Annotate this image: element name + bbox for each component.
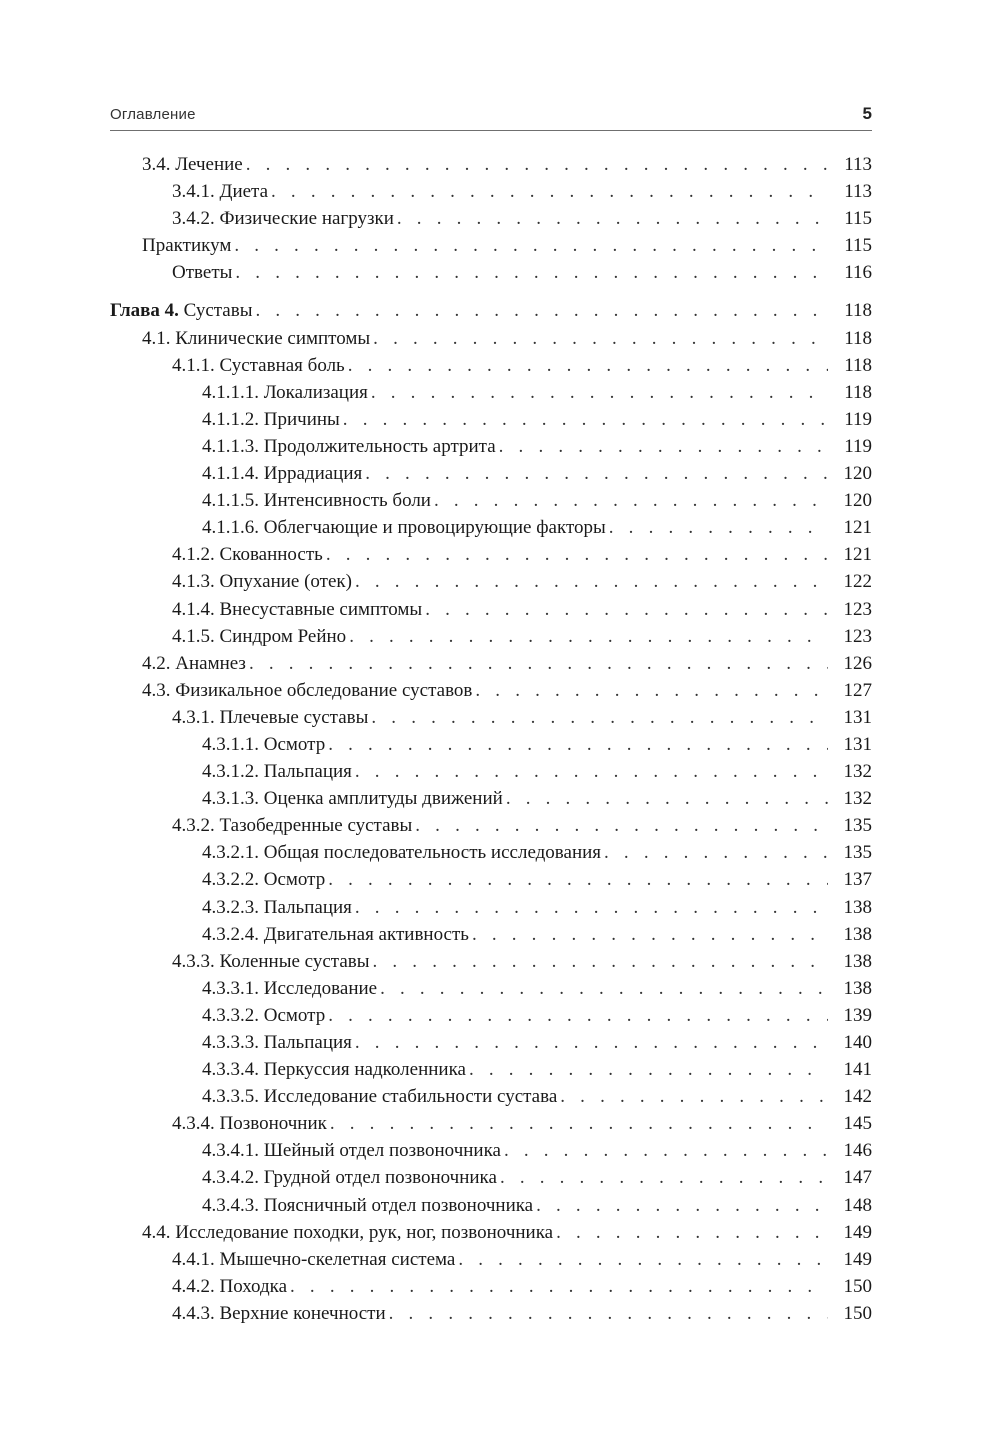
dot-leader [536,1192,828,1219]
toc-entry[interactable] [110,259,872,286]
toc-entry-page: 138 [843,977,872,999]
toc-entry-title: 4.3.4. Позвоночник [172,1113,327,1135]
dot-leader [235,259,828,286]
toc-entry-title: 3.4. Лечение [142,154,243,175]
toc-entry-page: 118 [844,354,872,376]
toc-entry[interactable] [110,839,872,866]
toc-entry-page: 142 [843,1086,872,1108]
toc-entry-page: 141 [843,1059,872,1081]
running-header [110,104,872,131]
toc-entry-page: 119 [844,435,872,457]
running-header-title: Оглавление [110,106,196,123]
dot-leader [234,232,828,259]
toc-entry[interactable] [110,677,872,704]
dot-leader [371,704,828,731]
toc-entry-title: 4.1.1.3. Продолжительность артрита [202,435,496,457]
toc-entry[interactable] [110,758,872,785]
toc-entry-title: 4.2. Анамнез [142,652,246,674]
toc-entry[interactable] [110,650,872,677]
dot-leader [326,541,828,568]
dot-leader [397,205,828,232]
dot-leader [499,433,828,460]
toc-entry[interactable] [110,1110,872,1137]
dot-leader [371,379,828,406]
toc-entry-title: 4.1.2. Скованность [172,544,323,566]
toc-entry-page: 127 [843,679,872,701]
dot-leader [330,1110,828,1137]
toc-entry-page: 113 [844,154,872,175]
toc-entry-page: 123 [843,598,872,620]
toc-entry[interactable] [110,406,872,433]
dot-leader [373,948,829,975]
dot-leader [458,1246,828,1273]
toc-entry-title: 4.3.3.1. Исследование [202,977,378,999]
toc-entry-page: 147 [843,1167,872,1189]
toc-entry-page: 118 [844,327,872,349]
dot-leader [355,894,828,921]
dot-leader [349,623,828,650]
toc-entry-title: 4.3.2.3. Пальпация [202,896,352,918]
dot-leader [389,1300,828,1327]
toc-entry-page: 120 [843,490,872,512]
toc-entry-title: 4.4.2. Походка [172,1275,288,1297]
toc-entry[interactable] [110,433,872,460]
dot-leader [380,975,828,1002]
toc-entry[interactable] [110,1029,872,1056]
toc-entry-title: 4.1. Клинические симптомы [142,327,371,349]
toc-entry-page: 115 [844,235,872,257]
dot-leader [556,1219,828,1246]
toc-entry-title: 4.4. Исследование походки, рук, ног, позвоночника [142,1221,554,1243]
toc-entry[interactable] [110,921,872,948]
toc-entry-page: 138 [843,923,872,945]
toc-entry-title: 4.3.2.2. Осмотр [202,869,326,891]
dot-leader [246,151,828,178]
dot-leader [328,866,828,893]
dot-leader [355,758,828,785]
toc-entry-title: 4.3.3. Коленные суставы [172,950,370,972]
toc-entry-page: 135 [843,815,872,837]
dot-leader [373,325,828,352]
toc-entry[interactable] [110,975,872,1002]
dot-leader [328,731,828,758]
toc-entry-page: 137 [843,869,872,891]
toc-entry-title: 4.4.3. Верхние конечности [172,1302,386,1324]
toc-entry-page: 139 [843,1004,872,1026]
dot-leader [249,650,828,677]
toc-entry-page: 121 [843,544,872,566]
dot-leader [328,1002,828,1029]
toc-entry[interactable] [110,812,872,839]
dot-leader [469,1056,828,1083]
toc-entry-page: 122 [843,571,872,593]
dot-leader [472,921,828,948]
dot-leader [500,1164,828,1191]
toc-entry-page: 150 [843,1275,872,1297]
dot-leader [355,568,828,595]
dot-leader [609,514,828,541]
page-number: 5 [862,104,872,123]
toc-entry-page: 146 [843,1140,872,1162]
toc-entry-title: 4.1.4. Внесуставные симптомы [172,598,423,620]
toc-entry-title: Ответы [172,262,233,284]
toc-entry-title: 4.3. Физикальное обследование суставов [142,679,473,701]
toc-entry[interactable] [110,785,872,812]
toc-entry-page: 149 [843,1221,872,1243]
toc-entry[interactable] [110,379,872,406]
toc-entry-title [110,297,252,324]
toc-entry-title: 4.1.1.6. Облегчающие и провоцирующие факторы [202,517,606,539]
toc-entry-title: 4.1.1.4. Иррадиация [202,463,363,485]
toc-entry-title: 4.3.1.1. Осмотр [202,733,326,755]
toc-entry[interactable] [110,1192,872,1219]
toc-entry[interactable] [110,1219,872,1246]
toc-chapter-entry[interactable] [110,297,872,324]
toc-entry-page: 138 [843,950,872,972]
chapter-title: Суставы [183,300,253,322]
toc-entry[interactable] [110,205,872,232]
toc-entry-title: 3.4.2. Физические нагрузки [172,208,394,230]
toc-entry-title: 4.3.2.4. Двигательная активность [202,923,469,945]
toc-entry-page: 113 [844,181,872,203]
dot-leader [475,677,828,704]
toc-entry[interactable] [110,1002,872,1029]
toc-entry-page: 123 [843,625,872,647]
toc-entry[interactable] [110,866,872,893]
toc-entry-title: 4.3.4.2. Грудной отдел позвоночника [202,1167,497,1189]
toc-entry[interactable] [110,1137,872,1164]
toc-entry[interactable] [110,487,872,514]
dot-leader [343,406,828,433]
toc-entry[interactable] [110,704,872,731]
toc-entry-page: 119 [844,408,872,430]
toc-entry[interactable] [110,948,872,975]
toc-entry[interactable] [110,1083,872,1110]
toc-entry-page: 138 [843,896,872,918]
toc-entry-title: 4.3.3.5. Исследование стабильности сустава [202,1086,558,1108]
toc-entry[interactable] [110,1273,872,1300]
toc-entry-title: 4.1.1. Суставная боль [172,354,345,376]
toc-entry-page: 145 [843,1113,872,1135]
toc-entry-page: 140 [843,1032,872,1053]
dot-leader [355,1029,828,1056]
toc-entry-page: 131 [843,706,872,728]
toc-entry-title: 4.3.1. Плечевые суставы [172,706,369,728]
toc-entry[interactable] [110,1164,872,1191]
toc-entry-title: Практикум [142,235,232,257]
toc-entry[interactable] [110,1056,872,1083]
dot-leader [434,487,828,514]
chapter-number: Глава 4. [110,300,179,322]
toc-entry-title: 3.4.1. Диета [172,181,269,203]
toc-entry-page: 116 [844,262,872,284]
toc-entry-title: 4.1.1.1. Локализация [202,381,368,403]
dot-leader [290,1273,828,1300]
toc-entry-title: 4.3.4.3. Поясничный отдел позвоночника [202,1194,534,1216]
dot-leader [604,839,828,866]
toc-entry-title: 4.3.1.3. Оценка амплитуды движений [202,788,503,810]
toc-entry-page: 132 [843,788,872,810]
toc-entry-page: 148 [843,1194,872,1216]
dot-leader [425,596,828,623]
dot-leader [255,297,828,324]
dot-leader [348,352,828,379]
toc-entry-page: 118 [844,381,872,403]
toc-entry-page: 115 [844,208,872,230]
toc-entry-page: 120 [843,463,872,485]
toc-entry[interactable] [110,514,872,541]
toc-entry[interactable] [110,151,872,178]
toc-entry[interactable] [110,623,872,650]
toc-entry-page: 131 [843,733,872,755]
toc-entry-page: 118 [844,300,872,322]
toc-entry-title: 4.3.2. Тазобедренные суставы [172,815,413,837]
toc-entry-title: 4.3.3.4. Перкуссия надколенника [202,1059,466,1081]
toc-entry-title: 4.1.3. Опухание (отек) [172,571,352,593]
toc-entry-title: 4.4.1. Мышечно-скелетная система [172,1248,456,1270]
toc-entry-page: 149 [843,1248,872,1270]
toc-entry[interactable] [110,460,872,487]
toc-entry-page: 121 [843,517,872,539]
table-of-contents [110,151,872,1327]
toc-entry-title: 4.1.1.2. Причины [202,408,340,430]
toc-entry-title: 4.3.4.1. Шейный отдел позвоночника [202,1140,501,1162]
toc-entry-title: 4.3.1.2. Пальпация [202,761,352,783]
toc-entry[interactable] [110,232,872,259]
toc-entry-page: 132 [843,761,872,783]
toc-entry-title: 4.3.3.3. Пальпация [202,1032,352,1053]
toc-entry[interactable] [110,178,872,205]
toc-entry[interactable] [110,894,872,921]
toc-entry-title: 4.3.2.1. Общая последовательность исследования [202,842,602,864]
toc-entry-title: 4.1.5. Синдром Рейно [172,625,347,647]
toc-entry[interactable] [110,1246,872,1273]
toc-entry[interactable] [110,352,872,379]
dot-leader [271,178,828,205]
toc-entry-page: 150 [843,1302,872,1324]
toc-entry[interactable] [110,541,872,568]
toc-entry-title: 4.1.1.5. Интенсивность боли [202,490,431,512]
dot-leader [415,812,828,839]
dot-leader [365,460,828,487]
toc-entry[interactable] [110,1300,872,1327]
dot-leader [504,1137,828,1164]
toc-entry-page: 126 [843,652,872,674]
toc-entry[interactable] [110,325,872,352]
toc-entry-title: 4.3.3.2. Осмотр [202,1004,326,1026]
toc-entry-page: 135 [843,842,872,864]
toc-entry[interactable] [110,596,872,623]
dot-leader [560,1083,828,1110]
dot-leader [506,785,828,812]
toc-entry[interactable] [110,731,872,758]
toc-entry[interactable] [110,568,872,595]
